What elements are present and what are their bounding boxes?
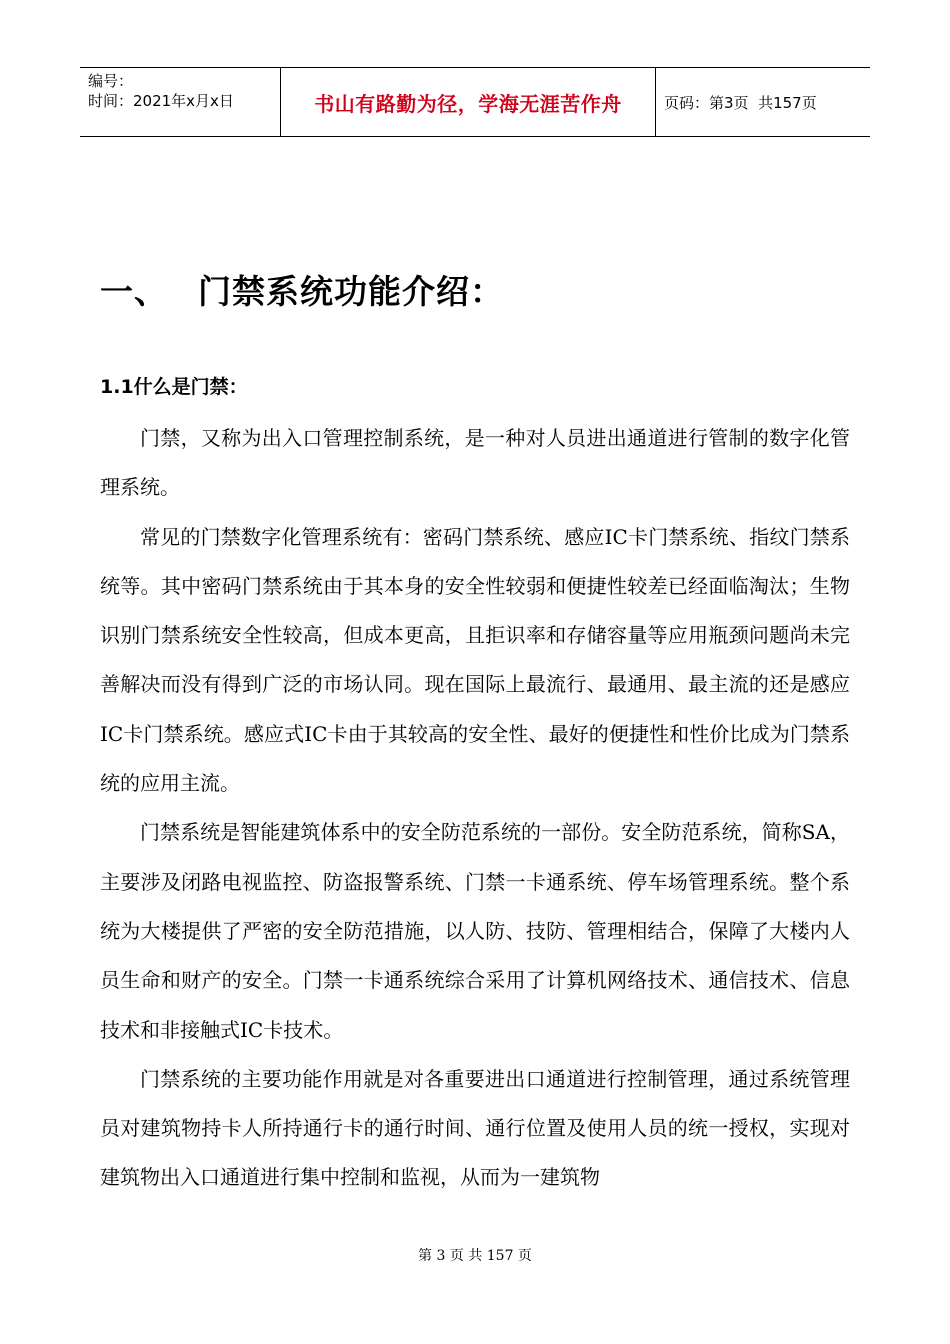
header-page-info (656, 68, 870, 136)
code-label: 编号： (88, 72, 134, 90)
paragraph: 门禁系统是智能建筑体系中的安全防范系统的一部份。安全防范系统，简称SA，主要涉及闭路电视监控、防盗报警系统、门禁一卡通系统、停车场管理系统。整个系统为大楼提供了严密的安全防范措施，以人防、技防、管理相结合，保障了大楼内人员生命和财产的安全。门禁一卡通系统综合采用了计算机网络技术、通信技术、信息技术和非接触式IC卡技术。 (100, 820, 850, 1042)
section-title: 门禁系统功能介绍： (198, 272, 504, 311)
document-header (80, 67, 870, 137)
paragraph: 门禁，又称为出入口管理控制系统，是一种对人员进出通道进行管制的数字化管理系统。 (100, 426, 850, 500)
date-label: 时间：2021年x月x日 (88, 92, 234, 110)
header-motto: 书山有路勤为径，学海无涯苦作舟 (280, 68, 656, 136)
subsection-heading: 1.1什么是门禁： (100, 376, 248, 398)
section-number: 一、 (100, 272, 168, 311)
paragraph: 常见的门禁数字化管理系统有：密码门禁系统、感应IC卡门禁系统、指纹门禁系统等。其中密码门禁系统由于其本身的安全性较弱和便捷性较差已经面临淘汰；生物识别门禁系统安全性较高，但成本更高，且拒识率和存储容量等应用瓶颈问题尚未完善解决而没有得到广泛的市场认同。现在国际上最流行、最通用、最主流的还是感应IC卡门禁系统。感应式IC卡由于其较高的安全性、最好的便捷性和性价比成为门禁系统的应用主流。 (100, 524, 850, 796)
section-heading (100, 266, 504, 313)
paragraph: 门禁系统的主要功能作用就是对各重要进出口通道进行控制管理，通过系统管理员对建筑物持卡人所持通行卡的通行时间、通行位置及使用人员的统一授权，实现对建筑物出入口通道进行集中控制和监视，从而为一建筑物 (100, 1066, 850, 1190)
body-text (100, 414, 850, 1203)
page-footer: 第 3 页 共 157 页 (418, 1248, 532, 1264)
header-meta (80, 68, 280, 136)
page-info-text: 页码：第3页 共157页 (664, 93, 817, 112)
